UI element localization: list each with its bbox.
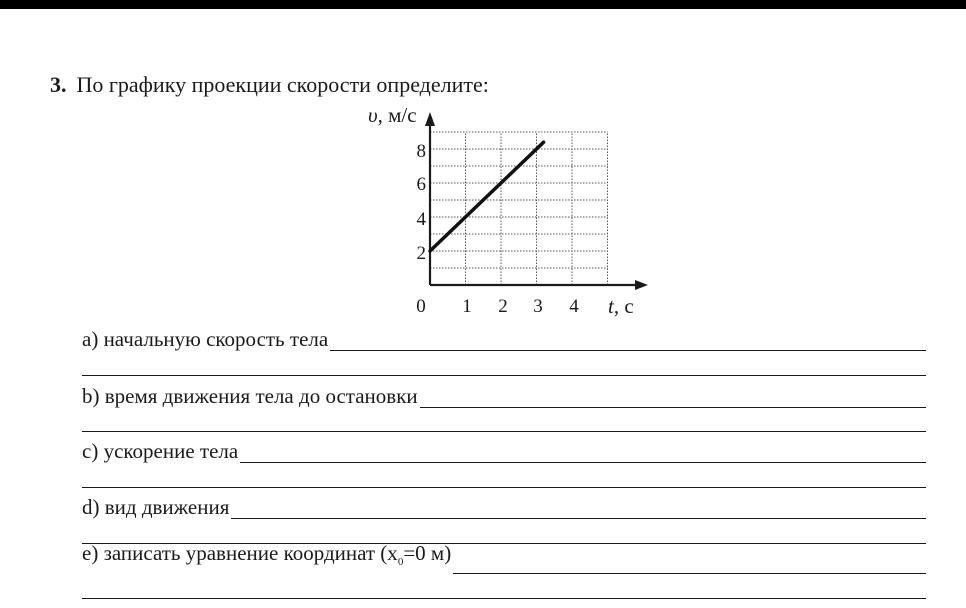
top-black-bar bbox=[0, 0, 966, 9]
graph-grid bbox=[430, 132, 608, 285]
question-e-label bbox=[82, 541, 451, 574]
tick-labels bbox=[416, 141, 579, 317]
answer-line-b-continuation[interactable] bbox=[82, 431, 926, 432]
answer-line-c[interactable] bbox=[240, 443, 926, 463]
velocity-series bbox=[430, 142, 544, 251]
y-axis-variable: υ bbox=[368, 103, 378, 127]
answer-line-a-continuation[interactable] bbox=[82, 375, 926, 376]
question-b bbox=[82, 382, 926, 408]
y-axis-arrow bbox=[425, 112, 435, 126]
question-e-label-prefix: e) записать уравнение координат (x bbox=[82, 540, 398, 565]
x-axis-unit: , с bbox=[613, 294, 634, 318]
answer-line-e-continuation[interactable] bbox=[82, 598, 926, 599]
question-a-label: а) начальную скорость тела bbox=[82, 327, 329, 351]
answer-line-c-continuation[interactable] bbox=[82, 487, 926, 488]
question-d-label: d) вид движения bbox=[82, 495, 230, 519]
y-tick-label: 4 bbox=[416, 209, 426, 230]
question-e-subscript: 0 bbox=[397, 556, 404, 568]
y-axis-label bbox=[368, 103, 417, 127]
x-axis-label bbox=[608, 294, 634, 318]
y-tick-label: 6 bbox=[416, 174, 426, 195]
task-prompt: По графику проекции скорости определите: bbox=[76, 72, 489, 97]
x-axis-arrow bbox=[635, 280, 648, 290]
question-d bbox=[82, 493, 926, 519]
question-e-label-suffix: =0 м) bbox=[403, 540, 452, 565]
y-axis-unit: , м/с bbox=[377, 103, 417, 127]
answer-line-e[interactable] bbox=[453, 554, 926, 574]
velocity-line bbox=[430, 142, 544, 251]
x-tick-label: 4 bbox=[569, 296, 579, 317]
answer-line-d[interactable] bbox=[231, 499, 926, 519]
answer-line-a[interactable] bbox=[330, 331, 926, 351]
question-b-label: b) время движения тела до остановки bbox=[82, 384, 418, 408]
x-tick-label: 3 bbox=[533, 296, 543, 317]
y-tick-label: 2 bbox=[416, 243, 426, 264]
task-number: 3. bbox=[50, 72, 67, 97]
x-axis-variable: t bbox=[608, 294, 614, 318]
origin-label: 0 bbox=[416, 296, 426, 317]
task-header bbox=[50, 72, 489, 98]
y-tick-label: 8 bbox=[416, 141, 426, 162]
question-c-label: c) ускорение тела bbox=[82, 439, 239, 463]
answer-line-b[interactable] bbox=[420, 388, 926, 408]
velocity-graph bbox=[350, 100, 670, 330]
x-tick-label: 1 bbox=[462, 296, 472, 317]
question-c bbox=[82, 437, 926, 463]
x-tick-label: 2 bbox=[498, 296, 508, 317]
question-a bbox=[82, 325, 926, 351]
question-e bbox=[82, 540, 926, 574]
